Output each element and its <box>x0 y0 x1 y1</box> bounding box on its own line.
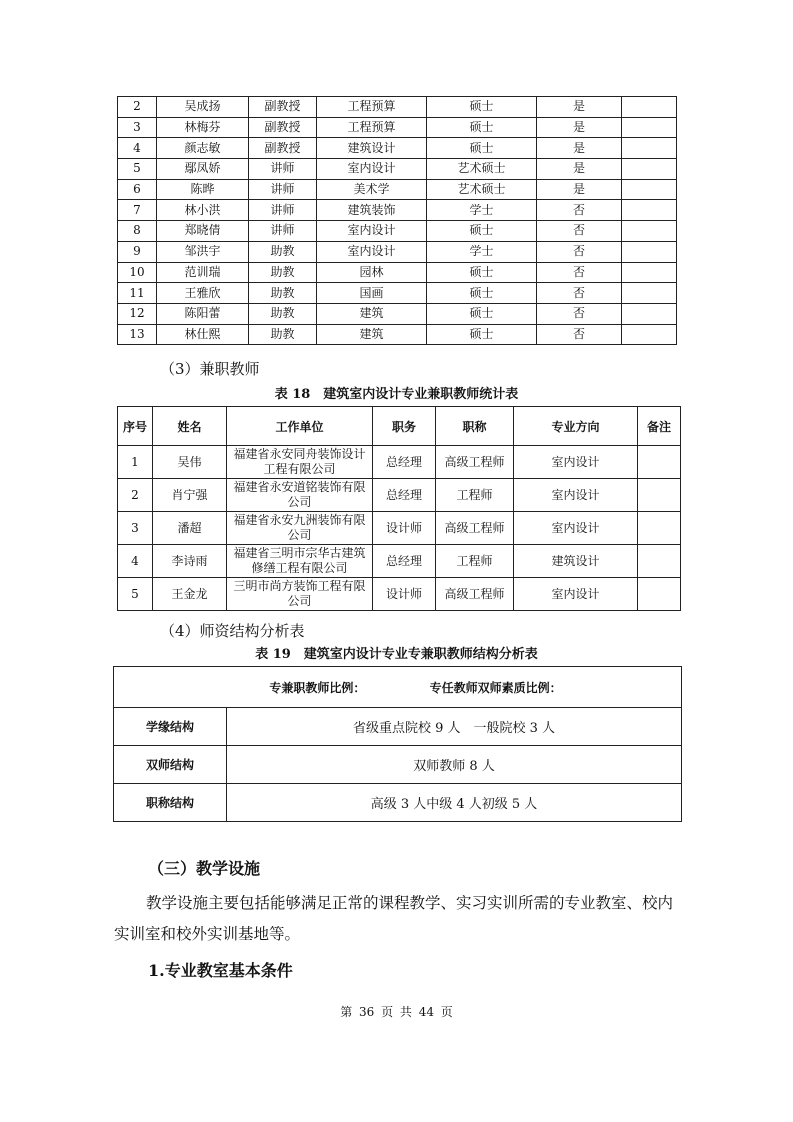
part-time-index-cell: 2 <box>118 479 153 512</box>
structure-value: 省级重点院校 9 人 一般院校 3 人 <box>227 708 682 746</box>
faculty-specialty-cell: 工程预算 <box>317 97 427 118</box>
faculty-note-cell <box>622 138 677 159</box>
faculty-name-cell: 郑晓倩 <box>157 221 249 242</box>
part-time-employer-cell: 福建省永安道铭装饰有限公司 <box>227 479 373 512</box>
table-row <box>118 200 677 221</box>
faculty-dual-teacher-cell: 是 <box>537 97 622 118</box>
part-time-note-cell <box>638 512 681 545</box>
part-time-note-cell <box>638 446 681 479</box>
faculty-degree-cell: 学士 <box>427 200 537 221</box>
faculty-degree-cell: 硕士 <box>427 138 537 159</box>
table-row <box>118 117 677 138</box>
part-time-employer-cell: 三明市尚方装饰工程有限公司 <box>227 578 373 611</box>
faculty-degree-cell: 艺术硕士 <box>427 159 537 180</box>
faculty-name-cell: 林梅芬 <box>157 117 249 138</box>
faculty-index-cell: 2 <box>118 97 157 118</box>
faculty-dual-teacher-cell: 否 <box>537 262 622 283</box>
part-time-specialty-cell: 室内设计 <box>514 512 638 545</box>
faculty-note-cell <box>622 241 677 262</box>
faculty-specialty-cell: 室内设计 <box>317 241 427 262</box>
faculty-dual-teacher-cell: 否 <box>537 303 622 324</box>
part-time-title-cell: 高级工程师 <box>436 512 514 545</box>
table-row <box>118 303 677 324</box>
column-header: 姓名 <box>153 407 227 446</box>
faculty-dual-teacher-cell: 是 <box>537 117 622 138</box>
faculty-title-cell: 讲师 <box>249 159 317 180</box>
faculty-degree-cell: 硕士 <box>427 303 537 324</box>
faculty-dual-teacher-cell: 否 <box>537 283 622 304</box>
subsection-classroom-heading: 1.专业教室基本条件 <box>148 961 293 980</box>
faculty-name-cell: 颜志敏 <box>157 138 249 159</box>
faculty-title-cell: 助教 <box>249 324 317 345</box>
faculty-specialty-cell: 园林 <box>317 262 427 283</box>
column-header: 职务 <box>373 407 436 446</box>
faculty-index-cell: 4 <box>118 138 157 159</box>
part-time-name-cell: 李诗雨 <box>153 545 227 578</box>
structure-value: 高级 3 人中级 4 人初级 5 人 <box>227 784 682 822</box>
part-time-position-cell: 设计师 <box>373 578 436 611</box>
faculty-note-cell <box>622 159 677 180</box>
table-row <box>118 578 681 611</box>
faculty-title-cell: 讲师 <box>249 221 317 242</box>
part-time-title-cell: 高级工程师 <box>436 578 514 611</box>
part-time-specialty-cell: 室内设计 <box>514 578 638 611</box>
part-time-note-cell <box>638 578 681 611</box>
part-time-teacher-table <box>117 406 681 611</box>
table-row <box>118 97 677 118</box>
part-time-title-cell: 工程师 <box>436 545 514 578</box>
structure-value: 双师教师 8 人 <box>227 746 682 784</box>
part-time-ratio-label: 专兼职教师比例： <box>269 680 366 695</box>
faculty-title-cell: 助教 <box>249 241 317 262</box>
faculty-index-cell: 8 <box>118 221 157 242</box>
table-row <box>118 446 681 479</box>
faculty-note-cell <box>622 117 677 138</box>
faculty-note-cell <box>622 283 677 304</box>
faculty-note-cell <box>622 179 677 200</box>
faculty-name-cell: 林仕熙 <box>157 324 249 345</box>
part-time-specialty-cell: 室内设计 <box>514 446 638 479</box>
table-row <box>118 512 681 545</box>
faculty-name-cell: 陈阳蕾 <box>157 303 249 324</box>
column-header: 序号 <box>118 407 153 446</box>
faculty-name-cell: 吴成扬 <box>157 97 249 118</box>
table-row <box>114 708 682 746</box>
column-header: 职称 <box>436 407 514 446</box>
table-row <box>118 179 677 200</box>
table-row <box>118 324 677 345</box>
faculty-index-cell: 12 <box>118 303 157 324</box>
faculty-index-cell: 7 <box>118 200 157 221</box>
faculty-specialty-cell: 建筑 <box>317 324 427 345</box>
faculty-title-cell: 助教 <box>249 262 317 283</box>
part-time-position-cell: 总经理 <box>373 545 436 578</box>
part-time-specialty-cell: 室内设计 <box>514 479 638 512</box>
faculty-specialty-cell: 美术学 <box>317 179 427 200</box>
faculty-dual-teacher-cell: 是 <box>537 159 622 180</box>
faculty-degree-cell: 硕士 <box>427 221 537 242</box>
faculty-note-cell <box>622 97 677 118</box>
table-row <box>118 138 677 159</box>
part-time-title-cell: 高级工程师 <box>436 446 514 479</box>
faculty-title-cell: 助教 <box>249 283 317 304</box>
part-time-name-cell: 潘超 <box>153 512 227 545</box>
section-part-time-heading: （3）兼职教师 <box>160 360 260 378</box>
structure-label: 学缘结构 <box>114 708 227 746</box>
faculty-title-cell: 讲师 <box>249 200 317 221</box>
faculty-name-cell: 林小洪 <box>157 200 249 221</box>
faculty-note-cell <box>622 262 677 283</box>
faculty-name-cell: 范训瑞 <box>157 262 249 283</box>
part-time-employer-cell: 福建省永安九洲装饰有限公司 <box>227 512 373 545</box>
part-time-index-cell: 3 <box>118 512 153 545</box>
faculty-degree-cell: 艺术硕士 <box>427 179 537 200</box>
table-row <box>118 159 677 180</box>
faculty-specialty-cell: 建筑装饰 <box>317 200 427 221</box>
structure-label: 双师结构 <box>114 746 227 784</box>
faculty-title-cell: 助教 <box>249 303 317 324</box>
part-time-note-cell <box>638 479 681 512</box>
faculty-note-cell <box>622 324 677 345</box>
faculty-dual-teacher-cell: 否 <box>537 324 622 345</box>
faculty-note-cell <box>622 200 677 221</box>
faculty-note-cell <box>622 303 677 324</box>
part-time-name-cell: 王金龙 <box>153 578 227 611</box>
faculty-name-cell: 陈晔 <box>157 179 249 200</box>
faculty-title-cell: 讲师 <box>249 179 317 200</box>
faculty-title-cell: 副教授 <box>249 138 317 159</box>
part-time-specialty-cell: 建筑设计 <box>514 545 638 578</box>
table-header-row <box>118 407 681 446</box>
faculty-title-cell: 副教授 <box>249 117 317 138</box>
faculty-title-cell: 副教授 <box>249 97 317 118</box>
table-row <box>114 746 682 784</box>
faculty-degree-cell: 硕士 <box>427 262 537 283</box>
faculty-specialty-cell: 室内设计 <box>317 159 427 180</box>
faculty-dual-teacher-cell: 是 <box>537 138 622 159</box>
faculty-index-cell: 6 <box>118 179 157 200</box>
faculty-dual-teacher-cell: 否 <box>537 241 622 262</box>
faculty-dual-teacher-cell: 是 <box>537 179 622 200</box>
part-time-position-cell: 总经理 <box>373 446 436 479</box>
faculty-specialty-cell: 建筑 <box>317 303 427 324</box>
faculty-degree-cell: 学士 <box>427 241 537 262</box>
table19-caption: 表 19 建筑室内设计专业专兼职教师结构分析表 <box>255 647 538 662</box>
part-time-name-cell: 肖宁强 <box>153 479 227 512</box>
faculty-dual-teacher-cell: 否 <box>537 221 622 242</box>
structure-label: 职称结构 <box>114 784 227 822</box>
section-facilities-heading: （三）教学设施 <box>148 859 261 878</box>
faculty-dual-teacher-cell: 否 <box>537 200 622 221</box>
faculty-degree-cell: 硕士 <box>427 324 537 345</box>
part-time-index-cell: 1 <box>118 446 153 479</box>
faculty-note-cell <box>622 221 677 242</box>
faculty-index-cell: 13 <box>118 324 157 345</box>
table-row <box>118 283 677 304</box>
page-footer: 第 36 页 共 44 页 <box>340 1005 453 1019</box>
faculty-degree-cell: 硕士 <box>427 117 537 138</box>
faculty-index-cell: 11 <box>118 283 157 304</box>
faculty-index-cell: 5 <box>118 159 157 180</box>
part-time-position-cell: 总经理 <box>373 479 436 512</box>
part-time-index-cell: 5 <box>118 578 153 611</box>
faculty-specialty-cell: 建筑设计 <box>317 138 427 159</box>
column-header: 工作单位 <box>227 407 373 446</box>
part-time-note-cell <box>638 545 681 578</box>
faculty-degree-cell: 硕士 <box>427 97 537 118</box>
part-time-index-cell: 4 <box>118 545 153 578</box>
table-row <box>118 241 677 262</box>
faculty-table <box>117 96 677 345</box>
faculty-name-cell: 王雅欣 <box>157 283 249 304</box>
table-row <box>118 262 677 283</box>
column-header: 专业方向 <box>514 407 638 446</box>
table-row <box>114 784 682 822</box>
table-row <box>118 545 681 578</box>
faculty-name-cell: 鄢凤娇 <box>157 159 249 180</box>
structure-table-header <box>114 667 682 708</box>
faculty-specialty-cell: 室内设计 <box>317 221 427 242</box>
section-structure-heading: （4）师资结构分析表 <box>160 622 305 640</box>
part-time-position-cell: 设计师 <box>373 512 436 545</box>
faculty-name-cell: 邹洪宇 <box>157 241 249 262</box>
dual-teacher-ratio-label: 专任教师双师素质比例： <box>429 680 562 695</box>
faculty-index-cell: 3 <box>118 117 157 138</box>
table18-caption: 表 18 建筑室内设计专业兼职教师统计表 <box>274 387 519 402</box>
faculty-index-cell: 10 <box>118 262 157 283</box>
part-time-title-cell: 工程师 <box>436 479 514 512</box>
table-row <box>118 479 681 512</box>
part-time-employer-cell: 福建省永安同舟装饰设计工程有限公司 <box>227 446 373 479</box>
facilities-paragraph: 教学设施主要包括能够满足正常的课程教学、实习实训所需的专业教室、校内实训室和校外实训基地等。 <box>114 894 674 943</box>
structure-analysis-table <box>113 666 682 822</box>
part-time-employer-cell: 福建省三明市宗华古建筑修缮工程有限公司 <box>227 545 373 578</box>
faculty-specialty-cell: 国画 <box>317 283 427 304</box>
faculty-degree-cell: 硕士 <box>427 283 537 304</box>
faculty-specialty-cell: 工程预算 <box>317 117 427 138</box>
table-row <box>118 221 677 242</box>
part-time-name-cell: 吴伟 <box>153 446 227 479</box>
faculty-index-cell: 9 <box>118 241 157 262</box>
column-header: 备注 <box>638 407 681 446</box>
